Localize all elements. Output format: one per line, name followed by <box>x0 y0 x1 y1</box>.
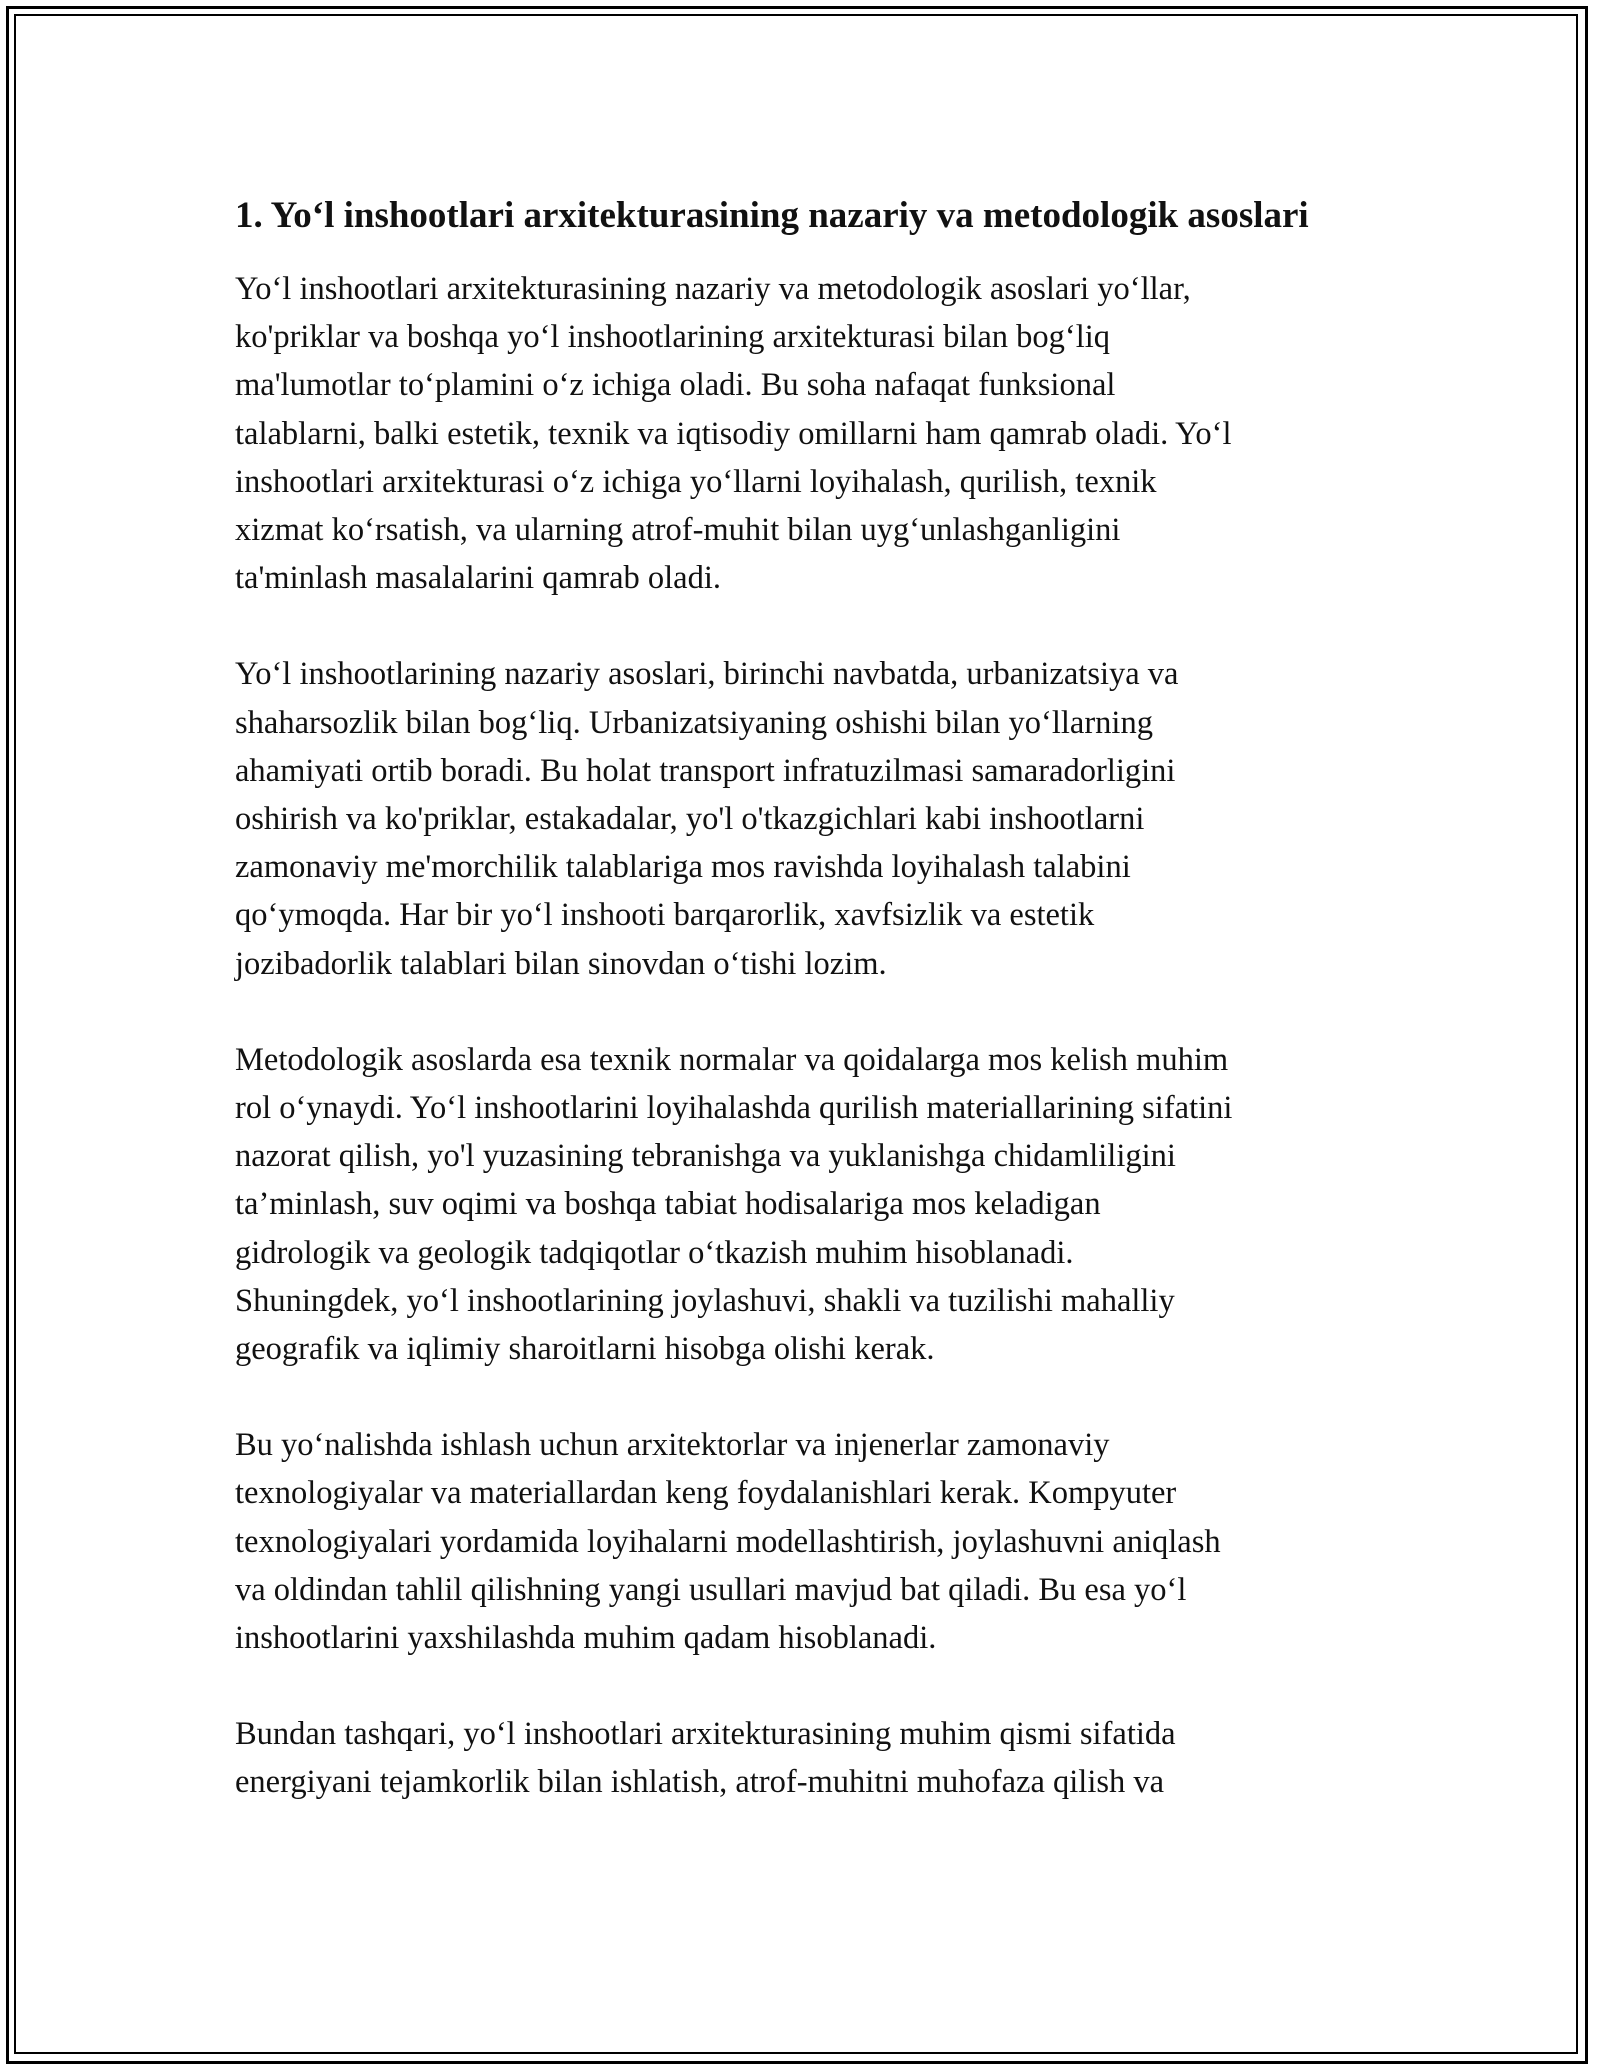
text-line: Yo‘l inshootlarining nazariy asoslari, birinchi navbatda, urbanizatsiya va <box>235 656 1179 693</box>
text-line: jozibadorlik talablari bilan sinovdan o‘tishi lozim. <box>235 945 887 982</box>
section-heading: 1. Yo‘l inshootlari arxitekturasining nazariy va metodologik asoslari <box>235 195 1309 236</box>
text-line: inshootlari arxitekturasi o‘z ichiga yo‘llarni loyihalash, qurilish, texnik <box>235 463 1157 500</box>
document-body <box>235 188 1385 1855</box>
text-line: Shuningdek, yo‘l inshootlarining joylashuvi, shakli va tuzilishi mahalliy <box>235 1282 1175 1319</box>
paragraph-5 <box>235 1710 1385 1806</box>
text-line: xizmat ko‘rsatish, va ularning atrof-muhit bilan uyg‘unlashganligini <box>235 512 1121 549</box>
text-line: zamonaviy me'morchilik talablariga mos ravishda loyihalash talabini <box>235 849 1131 886</box>
text-line: energiyani tejamkorlik bilan ishlatish, atrof-muhitni muhofaza qilish va <box>235 1764 1165 1801</box>
text-line: Metodologik asoslarda esa texnik normalar va qoidalarga mos kelish muhim <box>235 1041 1229 1078</box>
text-line: rol o‘ynaydi. Yo‘l inshootlarini loyihalashda qurilish materiallarining sifatini <box>235 1090 1233 1127</box>
text-line: qo‘ymoqda. Har bir yo‘l inshooti barqarorlik, xavfsizlik va estetik <box>235 897 1095 934</box>
paragraph-4 <box>235 1421 1385 1662</box>
text-line: talablarni, balki estetik, texnik va iqtisodiy omillarni ham qamrab oladi. Yo‘l <box>235 415 1232 452</box>
text-line: ahamiyati ortib boradi. Bu holat transport infratuzilmasi samaradorligini <box>235 752 1176 789</box>
text-line: ko'priklar va boshqa yo‘l inshootlarining arxitekturasi bilan bog‘liq <box>235 319 1111 356</box>
text-line: texnologiyalari yordamida loyihalarni modellashtirish, joylashuvni aniqlash <box>235 1523 1221 1560</box>
text-line: Bundan tashqari, yo‘l inshootlari arxitekturasining muhim qismi sifatida <box>235 1716 1176 1753</box>
text-line: ma'lumotlar to‘plamini o‘z ichiga oladi. Bu soha nafaqat funksional <box>235 367 1116 404</box>
text-line: va oldindan tahlil qilishning yangi usullari mavjud bat qiladi. Bu esa yo‘l <box>235 1571 1187 1608</box>
text-line: Yo‘l inshootlari arxitekturasining nazariy va metodologik asoslari yo‘llar, <box>235 271 1191 307</box>
text-line: ta'minlash masalalarini qamrab oladi. <box>235 560 721 597</box>
text-line: inshootlarini yaxshilashda muhim qadam hisoblanadi. <box>235 1620 937 1657</box>
text-line: geografik va iqlimiy sharoitlarni hisobga olishi kerak. <box>235 1331 935 1368</box>
paragraph-3 <box>235 1036 1385 1373</box>
text-line: nazorat qilish, yo'l yuzasining tebranishga va yuklanishga chidamliligini <box>235 1138 1176 1175</box>
text-line: ta’minlash, suv oqimi va boshqa tabiat hodisalariga mos keladigan <box>235 1186 1101 1223</box>
paragraph-2 <box>235 650 1385 987</box>
paragraph-1 <box>235 265 1385 602</box>
text-line: shaharsozlik bilan bog‘liq. Urbanizatsiyaning oshishi bilan yo‘llarning <box>235 704 1153 741</box>
text-line: texnologiyalar va materiallardan keng foydalanishlari kerak. Kompyuter <box>235 1475 1177 1512</box>
text-line: gidrologik va geologik tadqiqotlar o‘tkazish muhim hisoblanadi. <box>235 1234 1074 1271</box>
text-line: Bu yo‘nalishda ishlash uchun arxitektorlar va injenerlar zamonaviy <box>235 1427 1110 1464</box>
text-line: oshirish va ko'priklar, estakadalar, yo'l o'tkazgichlari kabi inshootlarni <box>235 801 1145 838</box>
